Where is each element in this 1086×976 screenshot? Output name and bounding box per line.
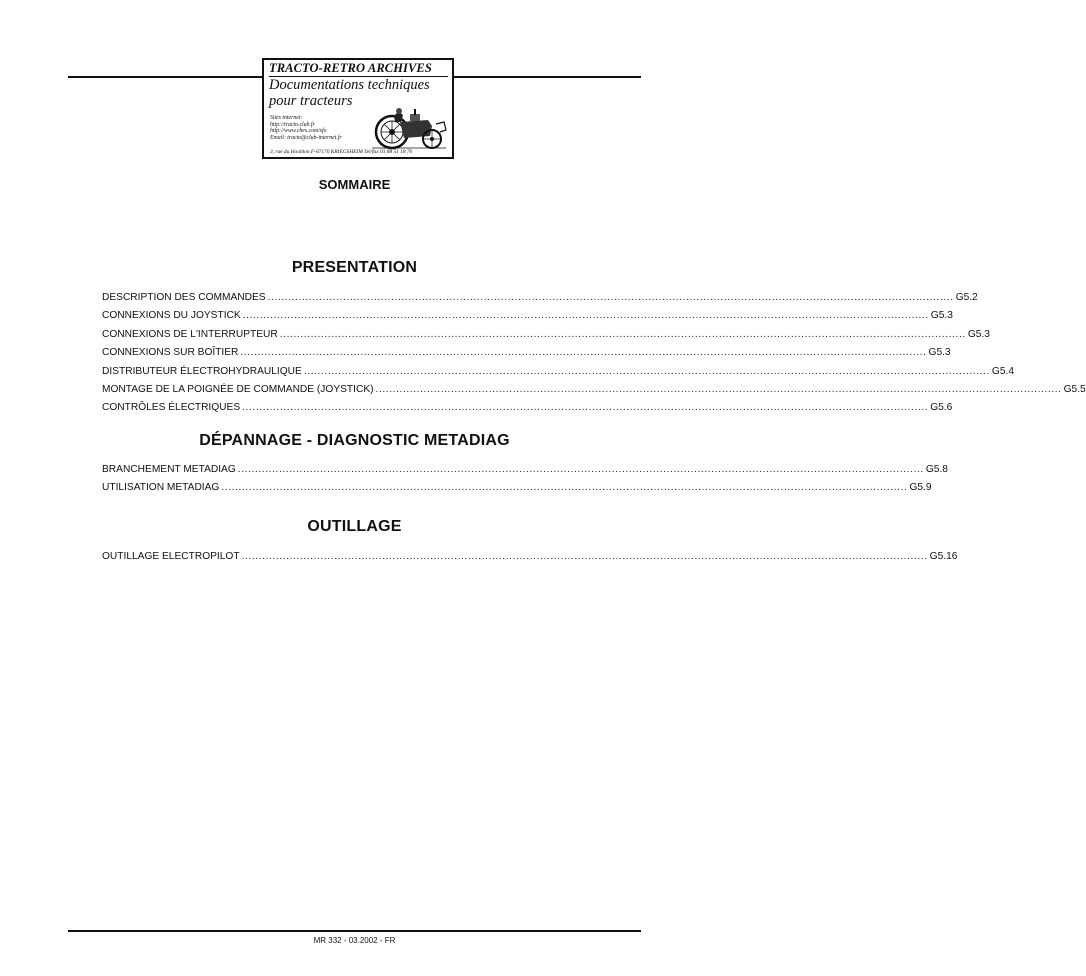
stamp-email: Email: tracto@club-internet.fr xyxy=(270,134,342,141)
toc-row[interactable] xyxy=(102,344,951,362)
toc-entry-page: G5.2 xyxy=(955,292,978,303)
document-reference: MR 332 - 03.2002 - FR xyxy=(313,936,396,945)
toc-leader-dots: ........................................................................................................................................................................................................ xyxy=(237,464,924,475)
toc-leader-dots: ........................................................................................................................................................................................................ xyxy=(267,292,954,303)
tractor-illustration xyxy=(370,106,448,150)
toc-leader-dots: ........................................................................................................................................................................................................ xyxy=(241,551,928,562)
toc-entry-page: G5.3 xyxy=(930,310,953,322)
toc-leader-dots: ........................................................................................................................................................................................................ xyxy=(242,310,929,322)
toc-entry-page: G5.4 xyxy=(991,365,1015,377)
toc-leader-dots: ........................................................................................................................................................................................................ xyxy=(375,383,1062,395)
stamp-site-1: http://tracto.club.fr xyxy=(270,121,315,128)
toc-entry-label: DESCRIPTION DES COMMANDES xyxy=(102,292,266,303)
stamp-address: 3, rue du Houblon F-67170 KRIEGSHEIM Tel/fax 03 88 51 18 70 xyxy=(270,149,413,155)
stamp-sites-label: Sites internet: xyxy=(270,115,303,121)
toc-entry-label: OUTILLAGE ELECTROPILOT xyxy=(102,551,240,562)
toc-row[interactable] xyxy=(102,461,948,479)
stamp-sites xyxy=(270,115,342,141)
toc-leader-dots: ........................................................................................................................................................................................................ xyxy=(242,402,929,414)
section-title-presentation: PRESENTATION xyxy=(291,259,418,276)
footer-rule xyxy=(68,930,641,932)
sommaire-heading: SOMMAIRE xyxy=(318,177,391,192)
toc-entry-page: G5.3 xyxy=(928,347,951,359)
toc-entry-page: G5.9 xyxy=(909,482,932,494)
toc-row[interactable] xyxy=(102,479,932,497)
toc-row[interactable] xyxy=(102,363,1015,381)
archive-stamp xyxy=(262,58,454,159)
toc-entry-label: BRANCHEMENT METADIAG xyxy=(102,464,236,475)
stamp-subtitle-line2: pour tracteurs xyxy=(269,93,353,109)
toc-entry-page: G5.6 xyxy=(930,402,953,414)
toc-entry-page: G5.5 xyxy=(1063,383,1086,395)
section-title-depannage: DÉPANNAGE - DIAGNOSTIC METADIAG xyxy=(199,432,510,449)
toc-entry-page: G5.16 xyxy=(929,551,958,562)
toc-leader-dots: ........................................................................................................................................................................................................ xyxy=(221,482,908,494)
stamp-subtitle-line1: Documentations techniques xyxy=(269,77,430,93)
toc-entry-label: UTILISATION METADIAG xyxy=(102,482,220,494)
toc-row[interactable] xyxy=(102,548,958,566)
toc-outillage xyxy=(102,548,958,566)
toc-entry-label: CONNEXIONS SUR BOÎTIER xyxy=(102,347,239,359)
toc-row[interactable] xyxy=(102,381,1086,399)
toc-row[interactable] xyxy=(102,307,953,325)
section-title-outillage: OUTILLAGE xyxy=(307,518,402,535)
toc-entry-page: G5.8 xyxy=(925,464,948,475)
toc-row[interactable] xyxy=(102,289,978,307)
toc-row[interactable] xyxy=(102,326,990,344)
toc-leader-dots: ........................................................................................................................................................................................................ xyxy=(279,328,966,340)
toc-entry-label: CONNEXIONS DU JOYSTICK xyxy=(102,310,241,322)
stamp-title: TRACTO-RETRO ARCHIVES xyxy=(269,62,448,77)
toc-entry-label: CONNEXIONS DE L'INTERRUPTEUR xyxy=(102,328,278,340)
toc-depannage xyxy=(102,461,948,498)
toc-presentation xyxy=(102,289,1086,418)
toc-entry-label: MONTAGE DE LA POIGNÉE DE COMMANDE (JOYSTICK) xyxy=(102,383,374,395)
toc-entry-label: CONTRÔLES ÉLECTRIQUES xyxy=(102,402,241,414)
toc-row[interactable] xyxy=(102,399,953,417)
toc-leader-dots: ........................................................................................................................................................................................................ xyxy=(240,347,927,359)
toc-entry-page: G5.3 xyxy=(967,328,990,340)
stamp-site-2: http://www.ches.com/sfo xyxy=(270,128,327,135)
toc-entry-label: DISTRIBUTEUR ÉLECTROHYDRAULIQUE xyxy=(102,365,302,377)
toc-leader-dots: ........................................................................................................................................................................................................ xyxy=(303,365,990,377)
